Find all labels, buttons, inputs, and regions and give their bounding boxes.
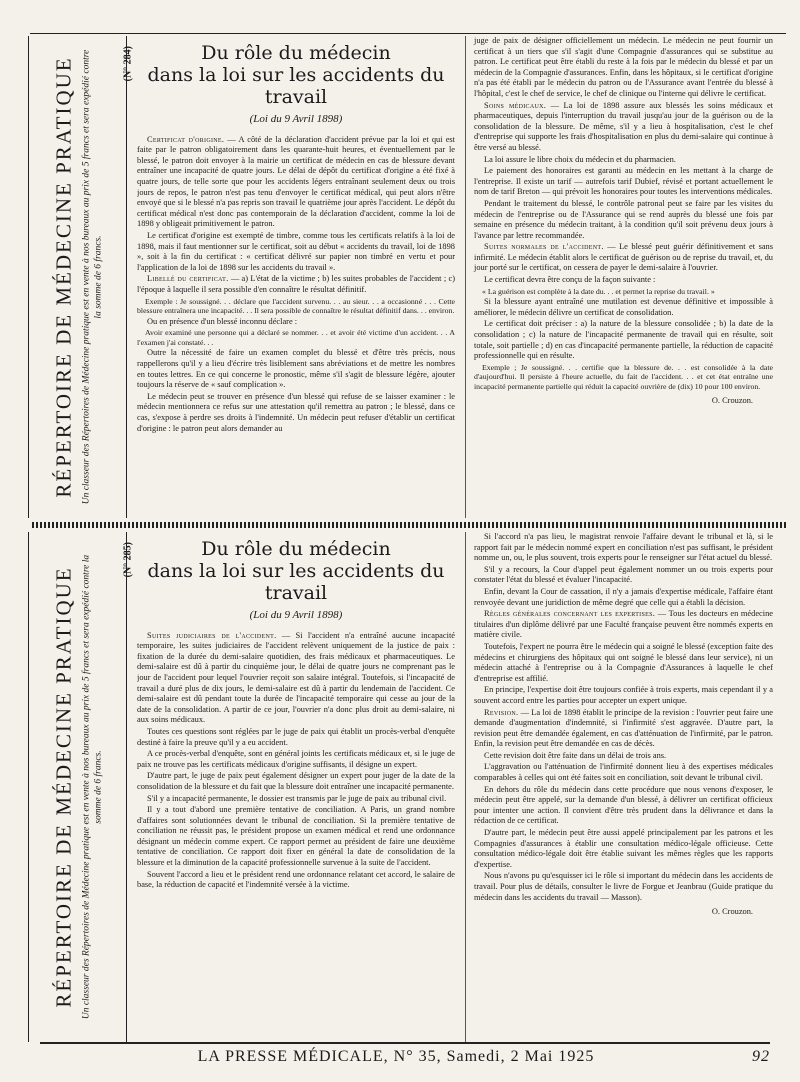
paragraph [137,231,455,273]
paragraph-text: Exemple ; Je soussigné. . . certifie que la blessure de. . . est consolidée à la date d'aujourd'hui. Il persiste à l'heure actuelle, du fait de l'accident. . . et cet état entraîne une incapacité permanente partielle qui réduit la capacité ouvrière de (dix) 10 pour 100 environ. [474,362,773,391]
card-number: (N° 285) [122,542,133,578]
author-signature: O. Crouzon. [711,395,753,405]
section-lead: Suites normales de l'accident. [484,242,604,252]
spine-subtitle: Un classeur des Répertoires de Médecine pratique est en vente à nos bureaux au prix de 5 francs et sera expédié contre la somme de 6 francs. [81,49,103,505]
paragraph [474,565,773,586]
left-column [137,36,455,518]
paragraph-text: Si l'accord n'a pas lieu, le magistrat renvoie l'affaire devant le tribunal et là, si le rapport fait par le médecin nommé expert en conciliation n'est pas suffisant, le président nomme un, ou, le plus souvent, trois experts pour le renseigner sur l'état actuel du blessé. [474,532,773,563]
paragraph-text: Il y a tout d'abord une première tentative de conciliation. A Paris, un grand nombre d'affaires sont solutionnées devant le tribunal de conciliation. Si la première tentative de conciliation ne réussit pas, le président propose un examen médical et rend une ordonnance désignant un médecin comme expert. Ce rapport permet au président de faire une deuxième tentative de conciliation. Ce rapport doit fixer en général la date de consolidation de la blessure et la diminution de la capacité professionnelle survenue à la suite de l'accident. [137,805,455,868]
paragraph-text: Nous n'avons pu qu'esquisser ici le rôle si important du médecin dans les accidents de travail. Pour plus de détails, consulter le livre de Forgue et Jeanbrau (Guide pratique du médecin dans les accidents du travail — Masson). [474,871,773,902]
paragraph [474,532,773,564]
repertoire-card-285 [28,532,776,1042]
paragraph-text: D'autre part, le médecin peut être aussi appelé principalement par les patrons et les Compagnies d'assurances à établir une consultation médico-légale officieuse. Cette consultation médico-légale doit être établie suivant les mêmes règles que les rapports d'expertise. [474,828,773,869]
paragraph [474,242,773,274]
paragraph [474,297,773,318]
paragraph-text: Cette revision doit être faite dans un délai de trois ans. [484,750,667,760]
paragraph [474,708,773,750]
paragraph-text: L'aggravation ou l'atténuation de l'infirmité donnent lieu à des expertises médicales comparables à celles qui ont été faites soit en conciliation, soit devant le tribunal civil. [474,762,773,783]
paragraph-text: — La loi de 1898 assure aux blessés les soins médicaux et pharmaceutiques, depuis l'interruption du travail jusqu'au jour de la guérison ou de la consolidation de la blessure. De même, s'il y a lieu à hospitalisation, c'est le chef d'entreprise qui supporte les frais d'hospitalisation en plus du demi-salaire qui continue à être versé au blessé. [474,100,773,152]
paragraph-text: — Le blessé peut guérir définitivement et sans infirmité. Le médecin établit alors le certificat de guérison ou de reprise du travail, et, du jour porté sur le certificat, on cessera de payer le demi-salaire à l'ouvrier. [474,242,773,273]
paragraph-text: Le certificat d'origine est exempté de timbre, comme tous les certificats relatifs à la loi de 1898, mais il faut mentionner sur le certificat, soit au début « accidents du travail, loi de 1898 », soit à la fin du certificat : « certificat délivré sur papier non timbré en vertu et pour l'application de la loi de 1898 sur les accidents du travail ». [137,230,455,272]
paragraph [474,685,773,706]
paragraph [474,587,773,608]
paragraph-text: Exemple : Je soussigné. . . déclare que l'accident survenu. . . au sieur. . . a occasionné . . . Cette blessure entraînera une incapacité. . . Il sera possible de connaître le résultat définitif dans. . . environ. [137,296,455,316]
section-lead: Règles générales concernant les expertises. [484,609,656,619]
paragraph [137,297,455,316]
paragraph-text: Le certificat devra être conçu de la façon suivante : [484,275,656,285]
paragraph [137,870,455,891]
paragraph-text: — A côté de la déclaration d'accident prévue par la loi et qui est faite par le patron obligatoirement dans les quarante-huit heures, et éventuellement par le blessé, le patron doit envoyer à la mairie un certificat de médecin en cas de blessure devant entraîner une incapacité de quatre jours. Le délai de dépôt du certificat d'origine a été fixé à quatre jours, de telle sorte que pour les accidents légers entraînant seulement deux ou trois jours de repos, le patron n'est pas tenu d'envoyer le certificat médical, qui peut alors n'être envoyé que si le blessé n'a pas repris son travail le quatrième jour après l'accident. Le dépôt du certificat médical n'est donc pas contemporain de la déclaration d'accident, comme la loi de 1898 y obligeait primitivement le patron. [137,134,455,229]
paragraph [474,871,773,903]
paragraph-text: Toutes ces questions sont réglées par le juge de paix qui établit un procès-verbal d'enquête destiné à faire la preuve qu'il y a eu accident. [137,726,455,747]
paragraph [137,794,455,805]
paragraph-text: D'autre part, le juge de paix peut également désigner un expert pour juger de la date de la consolidation de la blessure et du fait que la blessure doit entraîner une incapacité permanente. [137,771,455,791]
paragraph-text: Enfin, devant la Cour de cassation, il n'y a jamais d'expertise médicale, l'affaire étant renvoyée devant une juridiction de même degré que celle qui a établi la décision. [474,586,773,607]
paragraph-text: Avoir examiné une personne qui a déclaré se nommer. . . et avoir été victime d'un accident. . . A l'examen j'ai constaté. . . [137,328,455,347]
paragraph [474,828,773,870]
paragraph-text: — Tous les docteurs en médecine titulaires d'un diplôme délivré par une Faculté française peuvent être nommés experts en matière civile. [474,609,773,640]
paragraph [474,785,773,827]
paragraph-text: — a) L'état de la victime ; b) les suites probables de l'accident ; c) l'époque à laquelle il sera possible d'en connaître le résultat définitif. [137,274,455,294]
paragraph [137,771,455,792]
right-column [465,36,773,518]
paragraph [137,727,455,748]
spine-subtitle: Un classeur des Répertoires de Médecine pratique est en vente à nos bureaux au prix de 5 francs et sera expédié contre la somme de 6 francs. [81,554,103,1020]
card-number: (N° 284) [122,46,133,82]
card-title: Du rôle du médecin dans la loi sur les accidents du travail [147,42,445,108]
paragraph [137,135,455,230]
paragraph-text: La loi assure le libre choix du médecin et du pharmacien. [484,154,676,164]
repertoire-card-284 [28,36,776,518]
paragraph [474,101,773,154]
paragraph [137,805,455,869]
section-lead: Certificat d'origine. [147,134,225,144]
page-number: 92 [752,1048,770,1065]
paragraph-text: « La guérison est complète à la date du. . . et permet la reprise du travail. » [482,286,715,296]
paragraph-text: En principe, l'expertise doit être toujours confiée à trois experts, mais cependant il y a souvent accord entre les parties pour accepter un expert unique. [474,685,773,705]
paragraph-text: Souvent l'accord a lieu et le président rend une ordonnance relatant cet accord, le salaire de base, la réduction de capacité et l'indemnité versée à la victime. [137,869,455,890]
journal-line: LA PRESSE MÉDICALE, N° 35, Samedi, 2 Mai 1925 [197,1048,595,1065]
paragraph-text: Toutefois, l'expert ne pourra être le médecin qui a soigné le blessé (exception faite des médecins et chirurgiens des hôpitaux qui ont soigné le blessé dans leur service), ni un médecin attaché à l'entreprise ou à la Compagnie d'Assurances à laquelle le chef d'entreprise est affilié. [474,641,773,683]
paragraph-text: A ce procès-verbal d'enquête, sont en général joints les certificats médicaux et, si le juge de paix ne trouve pas les certificats médicaux d'origine suffisants, il désigne un expert. [137,749,455,769]
paragraph [137,328,455,347]
paragraph [137,631,455,726]
paragraph [474,363,773,392]
spine-title: RÉPERTOIRE DE MÉDECINE PRATIQUE [51,566,75,1008]
paragraph-text: Le paiement des honoraires est garanti au médecin en les mettant à la charge de l'entreprise. Il existe un tarif — autrefois tarif Dubief, révisé et portant actuellement le nom de tarif Breton — qui prévoit les honoraires pour toutes les interventions médicales. [474,166,773,197]
paragraph [474,199,773,241]
card-spine [29,36,133,518]
card-title: Du rôle du médecin dans la loi sur les accidents du travail [147,538,445,604]
section-lead: Libellé du certificat. [147,274,229,284]
section-lead: Suites judiciaires de l'accident. [147,630,277,640]
right-column [465,532,773,1042]
paragraph-text: S'il y a recours, la Cour d'appel peut également nommer un ou trois experts pour constater l'état du blessé et évaluer l'incapacité. [474,564,773,585]
paragraph [137,749,455,770]
spine-title: RÉPERTOIRE DE MÉDECINE PRATIQUE [51,56,75,498]
paragraph [474,642,773,684]
card-spine [29,532,133,1042]
section-lead: Revision. [484,707,519,717]
paragraph [474,751,773,762]
author-signature: O. Crouzon. [711,907,753,917]
paragraph [137,274,455,295]
page-footer [40,1042,770,1068]
paragraph-text: Le certificat doit préciser : a) la nature de la blessure consolidée ; b) la date de la consolidation ; c) la nature de l'incapacité permanente de travail qui en résulte, soit totale, soit partielle ; d) en cas d'incapacité permanente partielle, la réduction de capacité professionnelle qui en résulte. [474,319,773,361]
paragraph [137,317,455,328]
paragraph [474,762,773,783]
paragraph-text: — Si l'accident n'a entraîné aucune incapacité temporaire, les suites judiciaires de l'accident relèvent uniquement de la justice de paix : fixation de la durée du demi-salaire quotidien, des frais médicaux et pharmaceutiques. Le demi-salaire est dû à partir du cinquième jour, le délai de quatre jours ne comprenant pas le jour de l'accident pour lequel l'ouvrier reçoit son salaire intégral. Toutefois, si l'incapacité de travail a duré plus de dix jours, le demi-salaire est dû à partir du lendemain de l'accident. Ce demi-salaire est dû pendant toute la durée de l'incapacité temporaire qui cesse au jour de la date de la consolidation. A partir de ce jour, l'ouvrier n'a donc plus droit au demi-salaire, ni aux soins médicaux. [137,630,455,725]
paragraph [474,609,773,641]
paragraph-text: En dehors du rôle du médecin dans cette procédure que nous venons d'exposer, le médecin peut être appelé, sur la demande d'un blessé, à délivrer un certificat officieux pour intenter une action. Il convient d'être très prudent dans la délivrance et dans la rédaction de ce certificat. [474,784,773,826]
card-divider [32,522,786,528]
paragraph-text: Ou en présence d'un blessé inconnu déclare : [147,316,298,326]
paragraph-text: Pendant le traitement du blessé, le contrôle patronal peut se faire par les visites du médecin de l'entreprise ou de l'Assurance qui se rend auprès du blessé une fois par semaine en présence du médecin traitant, à la condition qu'il soit prévenu deux jours à l'avance par lettre recommandée. [474,198,773,240]
paragraph [137,348,455,390]
paragraph [474,275,773,286]
paragraph [137,392,455,434]
paragraph-text: — La loi de 1898 établit le principe de la revision : l'ouvrier peut faire une demande d'augmentation d'indemnité, si l'infirmité s'est aggravée. D'autre part, la revision peut être demandée également, en cas d'atténuation de l'infirmité, par le patron. Enfin, la revision peut être demandée en cas de décès. [474,707,773,749]
paragraph-text: Le médecin peut se trouver en présence d'un blessé qui refuse de se laisser examiner : le médecin mentionnera ce refus sur une attestation qu'il remettra au patron ; le blessé, dans ce cas, s'expose à perdre ses droits à l'indemnité. Un médecin peut refuser d'établir un certificat d'origine : le patron peut alors demander au [137,391,455,433]
card-subtitle: (Loi du 9 Avril 1898) [249,609,343,621]
left-column [137,532,455,1042]
paragraph [474,287,773,297]
paragraph-text: Outre la nécessité de faire un examen complet du blessé et d'être très précis, nous rappellerons qu'il y a lieu d'écrire très lisiblement sans abréviations et de mettre les nombres en toutes lettres. En ce qui concerne le pronostic, même s'il s'agit de blessure légère, ajouter toujours la réserve de « sauf complication ». [137,348,455,390]
paragraph [474,166,773,198]
paragraph [474,155,773,166]
section-lead: Soins médicaux. [484,100,547,110]
top-rule [30,33,786,34]
paragraph-text: juge de paix de désigner officiellement un médecin. Le médecin ne peut fournir un certificat à un tiers que s'il s'agit d'une Compagnie d'assurances qui se substitue au patron. Le certificat peut être établi du reste à la fois par le médecin du blessé et par un médecin de la Compagnie d'assurances. Enfin, dans les hôpitaux, si le certificat d'origine n'a pas été établi par le médecin du patron ou de l'Assurance avant l'entrée du blessé à l'hôpital, c'est le chef de service, le chef de clinique ou l'interne qui délivre le certificat. [474,36,773,98]
paragraph-text: S'il y a incapacité permanente, le dossier est transmis par le juge de paix au tribunal civil. [147,793,447,803]
card-subtitle: (Loi du 9 Avril 1898) [249,113,343,125]
paragraph [474,319,773,361]
paragraph-text: Si la blessure ayant entraîné une mutilation est devenue définitive et impossible à améliorer, le médecin délivre un certificat de consolidation. [474,297,773,317]
paragraph [474,36,773,100]
